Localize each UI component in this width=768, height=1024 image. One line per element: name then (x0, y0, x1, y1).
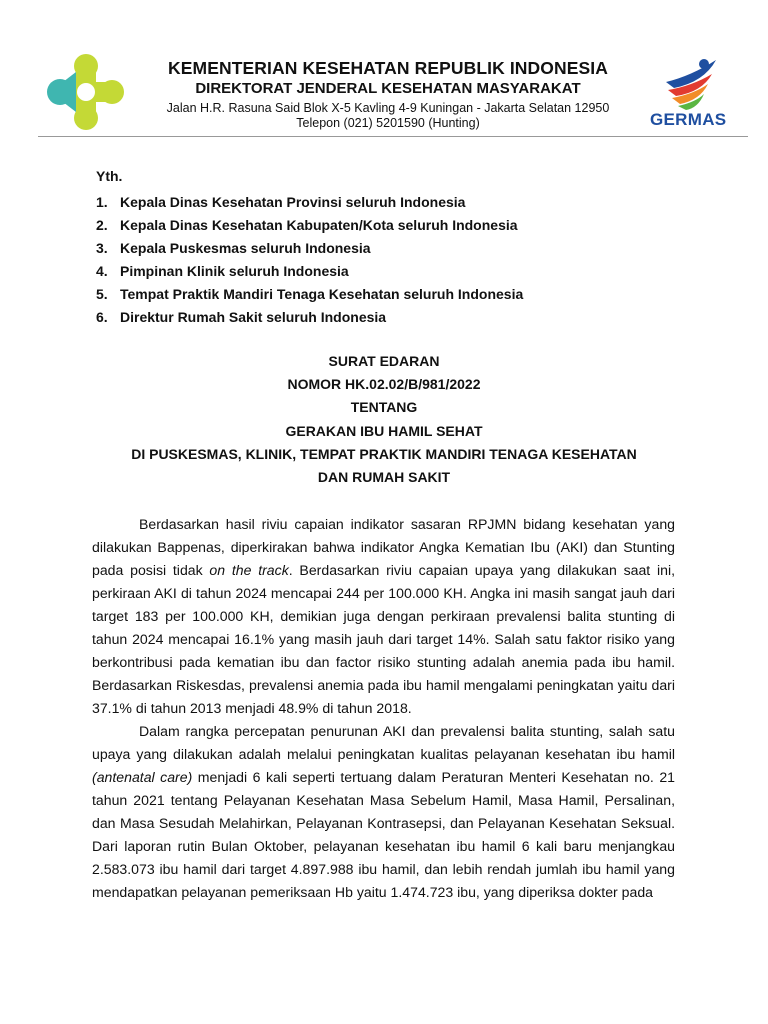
recipient-item (96, 190, 523, 213)
telephone: Telepon (021) 5201590 (Hunting) (296, 116, 480, 130)
recipient-number: 6. (96, 308, 108, 325)
paragraph-2-part-b: menjadi 6 kali seperti tertuang dalam Peraturan Menteri Kesehatan no. 21 tahun 2021 tentang Pelayanan Kesehatan Masa Sebelum Hamil, Masa Hamil, Persalinan, dan Masa Sesudah Melahirkan, Pelayanan Kontrasepsi, dan Pelayanan Kesehatan Seksual. Dari laporan rutin Bulan Oktober, pelayanan kesehatan ibu hamil 6 kali baru menjangkau 2.583.073 ibu hamil dari target 4.897.988 ibu hamil, dan lebih rendah jumlah ibu hamil yang mendapatkan pelayanan pemeriksaan Hb yaitu 1.474.723 ibu, yang diperiksa dokter pada (92, 769, 675, 900)
paragraph-2-part-a: Dalam rangka percepatan penurunan AKI dan prevalensi balita stunting, salah satu upaya yang dilakukan adalah melalui peningkatan kualitas pelayanan kesehatan ibu hamil (92, 723, 675, 762)
recipient-item (96, 213, 523, 236)
recipients (96, 168, 523, 328)
title-doc-type: SURAT EDARAN (328, 353, 440, 369)
title-subject: GERAKAN IBU HAMIL SEHAT (285, 422, 483, 439)
recipient-text: Kepala Dinas Kesehatan Provinsi seluruh Indonesia (120, 193, 466, 210)
directorate-name: DIREKTORAT JENDERAL KESEHATAN MASYARAKAT (195, 80, 581, 97)
recipient-item (96, 259, 523, 282)
paragraph-1-emphasis: on the track (209, 562, 289, 578)
recipient-number: 1. (96, 193, 108, 210)
recipient-number: 3. (96, 239, 108, 256)
recipient-item (96, 236, 523, 259)
title-subject-line3: DAN RUMAH SAKIT (317, 468, 451, 485)
paragraph-2-emphasis: (antenatal care) (92, 769, 193, 785)
recipient-number: 4. (96, 262, 108, 279)
recipient-text: Tempat Praktik Mandiri Tenaga Kesehatan seluruh Indonesia (120, 285, 524, 302)
title-about: TENTANG (350, 399, 418, 416)
recipient-text: Direktur Rumah Sakit seluruh Indonesia (120, 308, 387, 325)
title-subject-line2: DI PUSKESMAS, KLINIK, TEMPAT PRAKTIK MANDIRI TENAGA KESEHATAN (131, 445, 637, 462)
recipient-number: 5. (96, 285, 108, 302)
letterhead (38, 46, 748, 137)
recipient-text: Kepala Puskesmas seluruh Indonesia (120, 239, 371, 256)
title-number: NOMOR HK.02.02/B/981/2022 (287, 376, 481, 393)
recipient-text: Pimpinan Klinik seluruh Indonesia (120, 262, 349, 279)
salutation: Yth. (96, 168, 123, 184)
recipient-item (96, 282, 523, 305)
recipient-item (96, 305, 523, 328)
ministry-logo-icon (46, 52, 126, 132)
paragraph-2 (92, 720, 675, 904)
recipient-text: Kepala Dinas Kesehatan Kabupaten/Kota seluruh Indonesia (120, 216, 518, 233)
recipient-number: 2. (96, 216, 108, 233)
paragraph-1 (92, 513, 675, 720)
letter-body (92, 513, 675, 904)
germas-label: GERMAS (650, 110, 727, 129)
paragraph-1-part-b: . Berdasarkan riviu capaian upaya yang dilakukan saat ini, perkiraan AKI di tahun 2024 mencapai 244 per 100.000 KH. Angka ini masih sangat jauh dari target 183 per 100.000 KH, demikian juga dengan perkiraan prevalensi balita stunting di tahun 2024 mencapai 16.1% yang masih jauh dari target 14%. Salah satu faktor risiko yang berkontribusi pada kematian ibu dan factor risiko stunting adalah anemia pada ibu hamil. Berdasarkan Riskesdas, prevalensi anemia pada ibu hamil mengalami peningkatan yaitu dari 37.1% di tahun 2013 menjadi 48.9% di tahun 2018. (92, 562, 675, 716)
ministry-name: KEMENTERIAN KESEHATAN REPUBLIK INDONESIA (168, 58, 608, 78)
paragraph-1-part-a: Berdasarkan hasil riviu capaian indikator sasaran RPJMN bidang kesehatan yang dilakukan Bappenas, diperkirakan bahwa indikator Angka Kematian Ibu (AKI) dan Stunting pada posisi tidak (92, 516, 675, 578)
letterhead-text (148, 58, 628, 130)
address: Jalan H.R. Rasuna Said Blok X-5 Kavling 4-9 Kuningan - Jakarta Selatan 12950 (166, 101, 610, 115)
circular-title (96, 350, 672, 489)
